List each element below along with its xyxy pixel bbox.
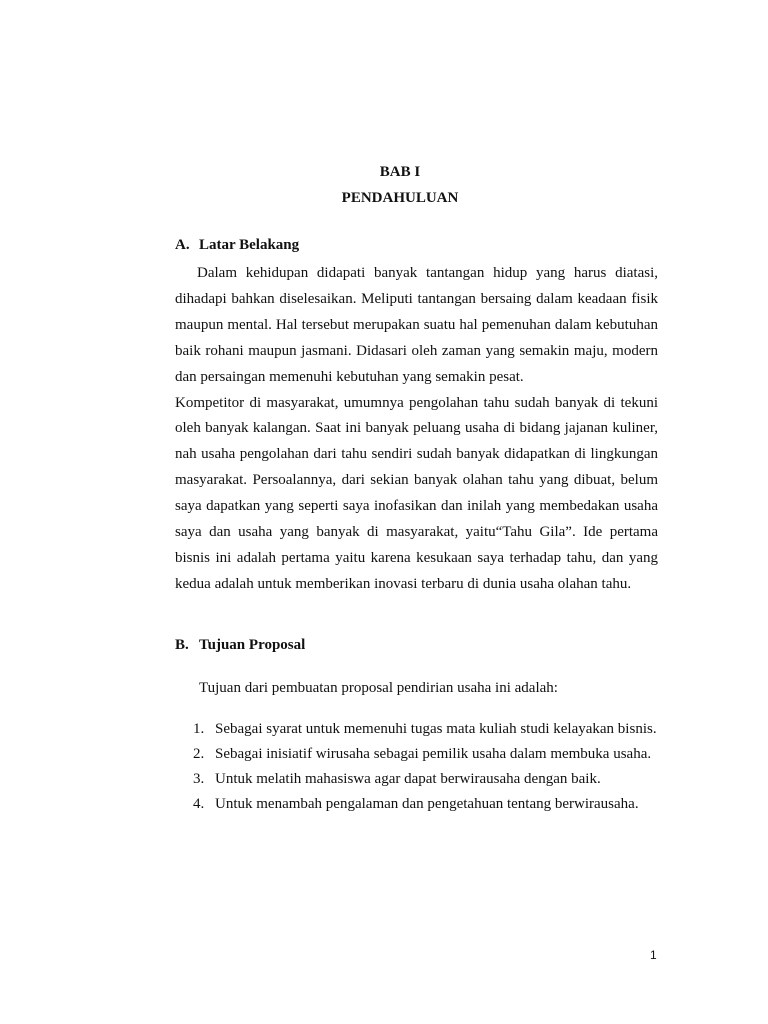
purpose-intro: Tujuan dari pembuatan proposal pendirian usaha ini adalah: (199, 680, 558, 696)
list-item-text: Untuk melatih mahasiswa agar dapat berwirausaha dengan baik. (215, 771, 601, 787)
background-text (175, 261, 658, 598)
list-item-number: 3. (193, 771, 205, 787)
section-a-heading (175, 236, 299, 254)
background-paragraph-1: Dalam kehidupan didapati banyak tantangan hidup yang harus diatasi, dihadapi bahkan diselesaikan. Meliputi tantangan bersaing dalam keadaan fisik maupun mental. Hal tersebut merupakan suatu hal pemenuhan dalam kebutuhan baik rohani maupun jasmani. Didasari oleh zaman yang semakin maju, modern dan persaingan memenuhi kebutuhan yang semakin pesat. (175, 265, 658, 385)
background-paragraph-2: Kompetitor di masyarakat, umumnya pengolahan tahu sudah banyak di tekuni oleh banyak kalangan. Saat ini banyak peluang usaha di bidang jajanan kuliner, nah usaha pengolahan dari tahu sendiri sudah banyak didapatkan di lingkungan masyarakat. Persoalannya, dari sekian banyak olahan tahu yang dibuat, belum saya dapatkan yang seperti saya inofasikan dan inilah yang membedakan usaha saya dan usaha yang banyak di masyarakat, yaitu“Tahu Gila”. Ide pertama bisnis ini adalah pertama yaitu karena kesukaan saya terhadap tahu, dan yang kedua adalah untuk memberikan inovasi terbaru di dunia usaha olahan tahu. (175, 394, 658, 592)
chapter-number: BAB I (379, 164, 421, 180)
list-item (175, 742, 658, 767)
page-number: 1 (650, 948, 657, 962)
list-item (175, 717, 658, 742)
section-b-title: Tujuan Proposal (199, 637, 306, 653)
list-item (175, 767, 658, 792)
section-a-title: Latar Belakang (199, 237, 300, 253)
list-item-number: 4. (193, 796, 205, 812)
list-item-number: 2. (193, 746, 205, 762)
section-a-letter: A. (175, 237, 190, 253)
list-item (175, 792, 658, 817)
chapter-title: PENDAHULUAN (341, 190, 459, 206)
list-item-number: 1. (193, 721, 205, 737)
list-item-text: Sebagai syarat untuk memenuhi tugas mata kuliah studi kelayakan bisnis. (215, 721, 657, 737)
section-b-heading (175, 636, 305, 654)
purpose-list (175, 717, 658, 817)
list-item-text: Untuk menambah pengalaman dan pengetahuan tentang berwirausaha. (215, 796, 639, 812)
section-b-letter: B. (175, 637, 189, 653)
list-item-text: Sebagai inisiatif wirusaha sebagai pemilik usaha dalam membuka usaha. (215, 746, 652, 762)
